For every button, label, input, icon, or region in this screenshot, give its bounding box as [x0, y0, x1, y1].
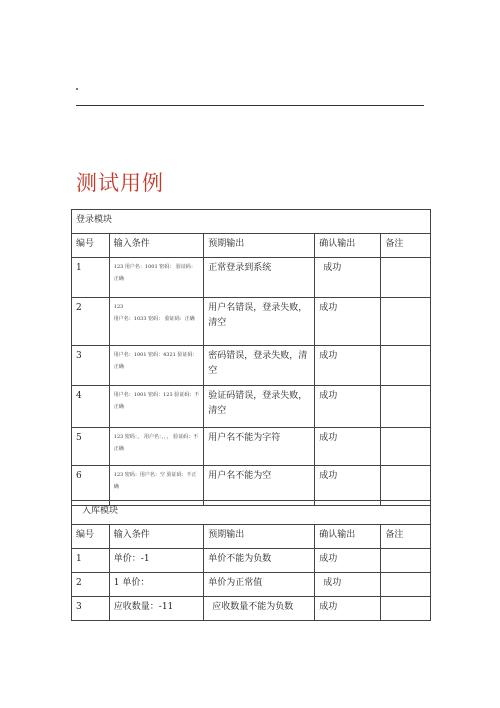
table-row: [72, 597, 431, 621]
row-input: 123 用户名：1001 密码： 验证码：正确: [109, 258, 203, 298]
login-test-table: [71, 209, 431, 506]
row-id: 6: [72, 466, 110, 506]
page-title: 测试用例: [76, 171, 164, 195]
row-actual: 成功: [315, 549, 381, 573]
row-actual: 成功: [315, 346, 381, 386]
warehouse-section-title: 入库模块: [72, 501, 431, 525]
header-cell: 备注: [381, 525, 431, 549]
table-row: [72, 386, 431, 428]
header-cell: 编号: [72, 525, 110, 549]
row-expected: 单价为正常值: [204, 573, 315, 597]
header-mark: [76, 88, 78, 90]
warehouse-header-row: [72, 525, 431, 549]
row-expected: 用户名不能为空: [204, 466, 315, 506]
row-expected: 用户名错误，登录失败，清空: [204, 298, 315, 346]
row-note: [381, 549, 431, 573]
row-expected: 应收数量不能为负数: [204, 597, 315, 621]
row-id: 5: [72, 428, 110, 466]
row-note: [381, 597, 431, 621]
header-cell: 预期输出: [204, 525, 315, 549]
row-expected: 验证码错误，登录失败，清空: [204, 386, 315, 428]
header-rule: [76, 105, 424, 106]
table-row: [72, 258, 431, 298]
table-row: [72, 428, 431, 466]
row-actual: 成功: [315, 258, 381, 298]
row-expected: 用户名不能为字符: [204, 428, 315, 466]
login-header-row: [72, 234, 431, 258]
row-id: 4: [72, 386, 110, 428]
row-id: 2: [72, 573, 110, 597]
row-actual: 成功: [315, 428, 381, 466]
row-input: 1 单价：: [109, 573, 203, 597]
table-row: [72, 549, 431, 573]
row-input: 123 密码：， 用户名：，，， 验证码：不正确: [109, 428, 203, 466]
table-row: [72, 573, 431, 597]
row-id: 2: [72, 298, 110, 346]
row-actual: 成功: [315, 466, 381, 506]
row-id: 1: [72, 258, 110, 298]
row-actual: 成功: [315, 573, 381, 597]
login-section-title: 登录模块: [72, 210, 431, 234]
row-note: [381, 573, 431, 597]
row-note: [381, 386, 431, 428]
row-actual: 成功: [315, 386, 381, 428]
row-input: 123 密码：用户名：空 验证码：不正确: [109, 466, 203, 506]
warehouse-test-table: [71, 500, 431, 621]
row-note: [381, 258, 431, 298]
row-note: [381, 346, 431, 386]
row-input: 应收数量：-11: [109, 597, 203, 621]
row-input: 用户名：1001 密码：4321 验证码：正确: [109, 346, 203, 386]
row-expected: 密码错误，登录失败，清空: [204, 346, 315, 386]
header-cell: 确认输出: [315, 234, 381, 258]
header-cell: 输入条件: [109, 525, 203, 549]
header-cell: 备注: [381, 234, 431, 258]
header-cell: 编号: [72, 234, 110, 258]
row-id: 3: [72, 346, 110, 386]
table-row: [72, 298, 431, 346]
header-cell: 确认输出: [315, 525, 381, 549]
row-note: [381, 298, 431, 346]
row-input: 单价：-1: [109, 549, 203, 573]
row-input: 123 用户名：1033 密码： 验证码：正确: [109, 298, 203, 346]
table-row: [72, 346, 431, 386]
header-cell: 预期输出: [204, 234, 315, 258]
row-input: 用户名：1001 密码：123 验证码：不正确: [109, 386, 203, 428]
row-expected: 单价不能为负数: [204, 549, 315, 573]
row-actual: 成功: [315, 298, 381, 346]
row-id: 1: [72, 549, 110, 573]
row-id: 3: [72, 597, 110, 621]
row-note: [381, 428, 431, 466]
row-actual: 成功: [315, 597, 381, 621]
header-cell: 输入条件: [109, 234, 203, 258]
row-expected: 正常登录到系统: [204, 258, 315, 298]
